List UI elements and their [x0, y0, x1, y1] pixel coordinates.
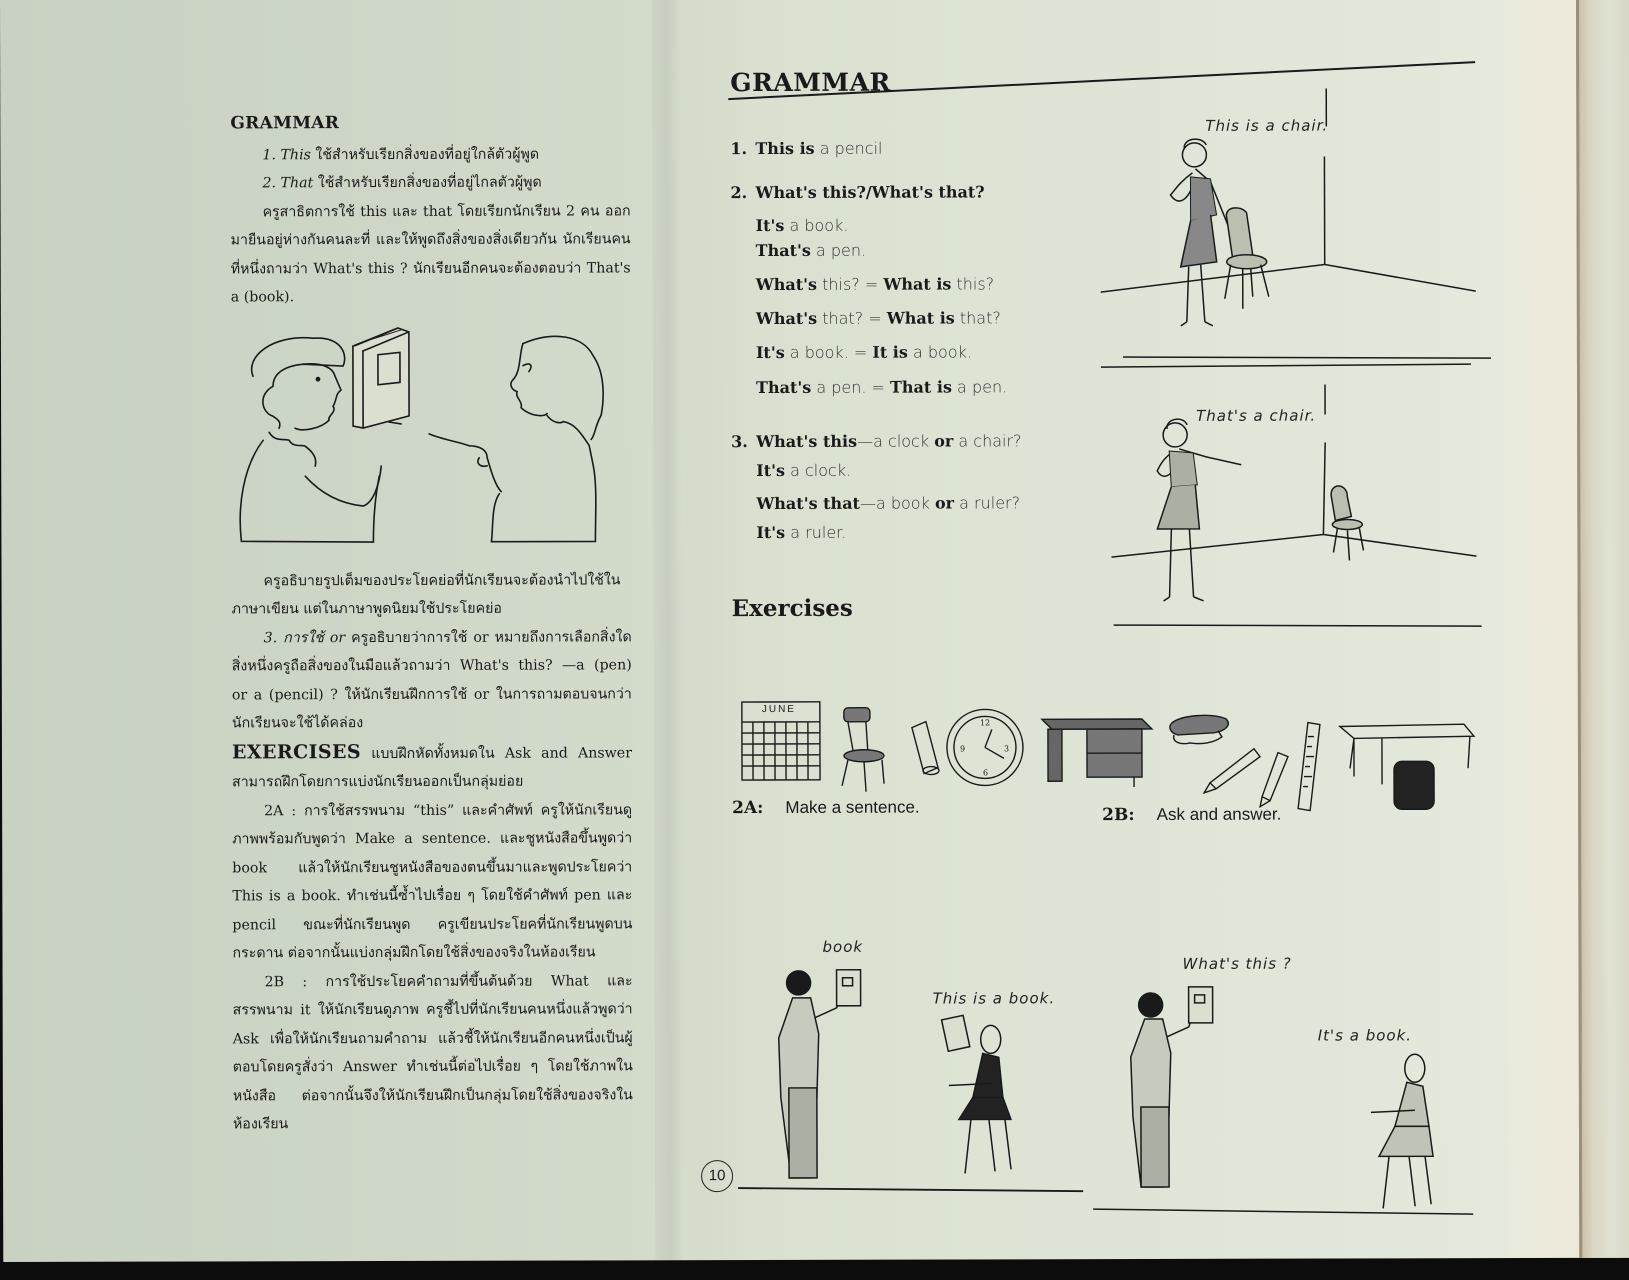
- left-exercises-heading: EXERCISES: [231, 740, 362, 763]
- page-number: 10: [701, 1160, 733, 1192]
- next-page-edge: [1576, 0, 1629, 1258]
- note-item-3-term: 3. การใช้ or: [263, 629, 346, 646]
- eraser-icon: [1170, 715, 1228, 743]
- note-item-2-term: 2. That: [262, 175, 314, 192]
- chalk-icon: [912, 722, 939, 775]
- note-item-1-text: ใช้สำหรับเรียกสิ่งของที่อยู่ใกล้ตัวผู้พูด: [310, 146, 540, 163]
- panel-this-is-a-chair: [1100, 86, 1491, 367]
- grammar-line-6: What's that? = What is that?: [755, 308, 1001, 329]
- note-paragraph-1: ครูสาธิตการใช้ this และ that โดยเรียกนักเรียน 2 คน ออกมายืนอยู่ห่างกันคนละที่ และให้พูดถึงสิ่งของสิ่งเดียวกัน นักเรียนคนที่หนึ่งถามว่า What's this ? นักเรียนอีกคนจะต้องตอบว่า That's a (book).: [230, 202, 631, 306]
- grammar-line-5: What's this? = What is this?: [755, 274, 995, 295]
- grammar-line-7: It's a book. = It is a book.: [755, 342, 972, 363]
- right-grammar-heading: GRAMMAR: [730, 67, 891, 98]
- footer-rule: [733, 1177, 1093, 1198]
- svg-text:3: 3: [1003, 744, 1010, 754]
- exercise-2b-label: 2B:: [1102, 805, 1135, 826]
- grammar-examples: [730, 127, 1090, 543]
- exercises-note-text: แบบฝึกหัดทั้งหมดใน Ask and Answer สามารถฝึกโดยการแบ่งนักเรียนออกเป็นกลุ่มย่อย: [232, 744, 632, 791]
- note-item-1: [230, 140, 630, 170]
- grammar-line-8: That's a pen. = That is a pen.: [755, 377, 1008, 398]
- grammar-line-4: That's a pen.: [755, 240, 867, 261]
- caption-this-is-a-chair: This is a chair.: [1205, 116, 1329, 135]
- svg-text:9: 9: [959, 744, 966, 754]
- clock-icon: [947, 709, 1023, 785]
- page-edge-shadow: [1576, 0, 1582, 1258]
- grammar-line-3: It's a book.: [755, 215, 849, 236]
- grammar-line-9: 3. What's this—a clock or a chair?: [731, 431, 1022, 452]
- desk-icon: [1042, 719, 1152, 787]
- note-item-3-text: ครูอธิบายว่าการใช้ or หมายถึงการเลือกสิ่งใดสิ่งหนึ่งครูถือสิ่งของในมือแล้วถามว่า What's this? —a (pen) or a (pencil) ? ให้นักเรียนฝึกการใช้ or ในการถามตอบจนกว่านักเรียนจะใช้ได้คล่อง: [231, 628, 632, 732]
- exercise-2a: [732, 798, 920, 818]
- grammar-line-2: 2. What's this?/What's that?: [730, 182, 985, 203]
- grammar-line-12: It's a ruler.: [756, 522, 847, 543]
- note-item-3: [232, 623, 632, 738]
- right-page-student: [730, 56, 1480, 1045]
- svg-text:6: 6: [983, 768, 989, 778]
- note-item-2-text: ใช้สำหรับเรียกสิ่งของที่อยู่ไกลตัวผู้พูด: [313, 174, 542, 192]
- book-gutter: [652, 0, 685, 1260]
- left-page-teacher-notes: [230, 108, 633, 1139]
- note-item-1-term: 1. This: [262, 146, 311, 163]
- exercises-note: [232, 737, 632, 797]
- caption-thats-a-chair: That's a chair.: [1196, 406, 1317, 425]
- vocabulary-pictures: [742, 696, 1472, 808]
- scene-2a-make-a-sentence: [732, 857, 1093, 1188]
- chair-icon: [842, 708, 884, 792]
- scene-2a-student-caption: This is a book.: [932, 989, 1056, 1008]
- exercise-2a-text: Make a sentence.: [785, 797, 920, 817]
- note-2b: 2B : การใช้ประโยคคำถามที่ขึ้นต้นด้วย What และสรรพนาม it ให้นักเรียนดูภาพ ครูชี้ไปที่นักเรียนคนหนึ่งแล้วพูดว่า Ask เพื่อให้นักเรียนถามคำถาม แล้วชี้ให้นักเรียนอีกคนหนึ่งเป็นผู้ตอบโดยครูสั่งว่า Answer ทำเช่นนี้ต่อไปเรื่อย ๆ โดยใช้ภาพในหนังสือ ต่อจากนั้นจึงให้นักเรียนฝึกเป็นกลุ่มโดยใช้สิ่งของจริงในห้องเรียน: [232, 972, 633, 1133]
- pen-icon: [1260, 753, 1288, 807]
- exercise-2b-text: Ask and answer.: [1156, 804, 1282, 824]
- exercise-2a-label: 2A:: [732, 798, 764, 819]
- note-paragraph-2: ครูอธิบายรูปเต็มของประโยคย่อที่นักเรียนจะต้องนำไปใช้ในภาษาเขียน แต่ในภาษาพูดนิยมใช้ประโยคย่อ: [231, 571, 621, 618]
- ruler-icon: [1298, 723, 1320, 811]
- calendar-month-label: JUNE: [761, 703, 796, 716]
- pencil-icon: [1204, 749, 1260, 793]
- grammar-line-10: It's a clock.: [756, 460, 852, 481]
- note-item-2: [230, 168, 630, 198]
- grammar-line-11: What's that—a book or a ruler?: [756, 493, 1021, 514]
- scene-2b-student-caption: It's a book.: [1317, 1026, 1413, 1045]
- wastebasket-icon: [1394, 761, 1434, 809]
- scene-2a-teacher-caption: book: [822, 937, 864, 956]
- exercises-heading: Exercises: [731, 594, 853, 623]
- note-2a: 2A : การใช้สรรพนาม “this” และคำศัพท์ ครูให้นักเรียนดูภาพพร้อมกับพูดว่า Make a sentence. และชูหนังสือขึ้นพูดว่า book แล้วให้นักเรียนชูหนังสือของตนขึ้นมาและพูดประโยคว่า This is a book. ทำเช่นนี้ซ้ำไปเรื่อย ๆ โดยใช้คำศัพท์ pen และ pencil ขณะที่นักเรียนพูด ครูเขียนประโยคที่นักเรียนพูดบนกระดาน ต่อจากนั้นแบ่งกลุ่มฝึกโดยใช้สิ่งของจริงในห้องเรียน: [232, 801, 633, 962]
- scene-2b-ask-and-answer: [1102, 856, 1483, 1197]
- two-women-book-illustration: [223, 315, 632, 561]
- grammar-line-1: 1. This is a pencil: [730, 138, 883, 159]
- scene-2b-teacher-caption: What's this ?: [1182, 954, 1292, 973]
- panel-thats-a-chair: [1101, 356, 1492, 647]
- svg-text:12: 12: [979, 718, 991, 728]
- left-grammar-heading: GRAMMAR: [230, 113, 340, 134]
- exercise-2b: [1102, 805, 1281, 825]
